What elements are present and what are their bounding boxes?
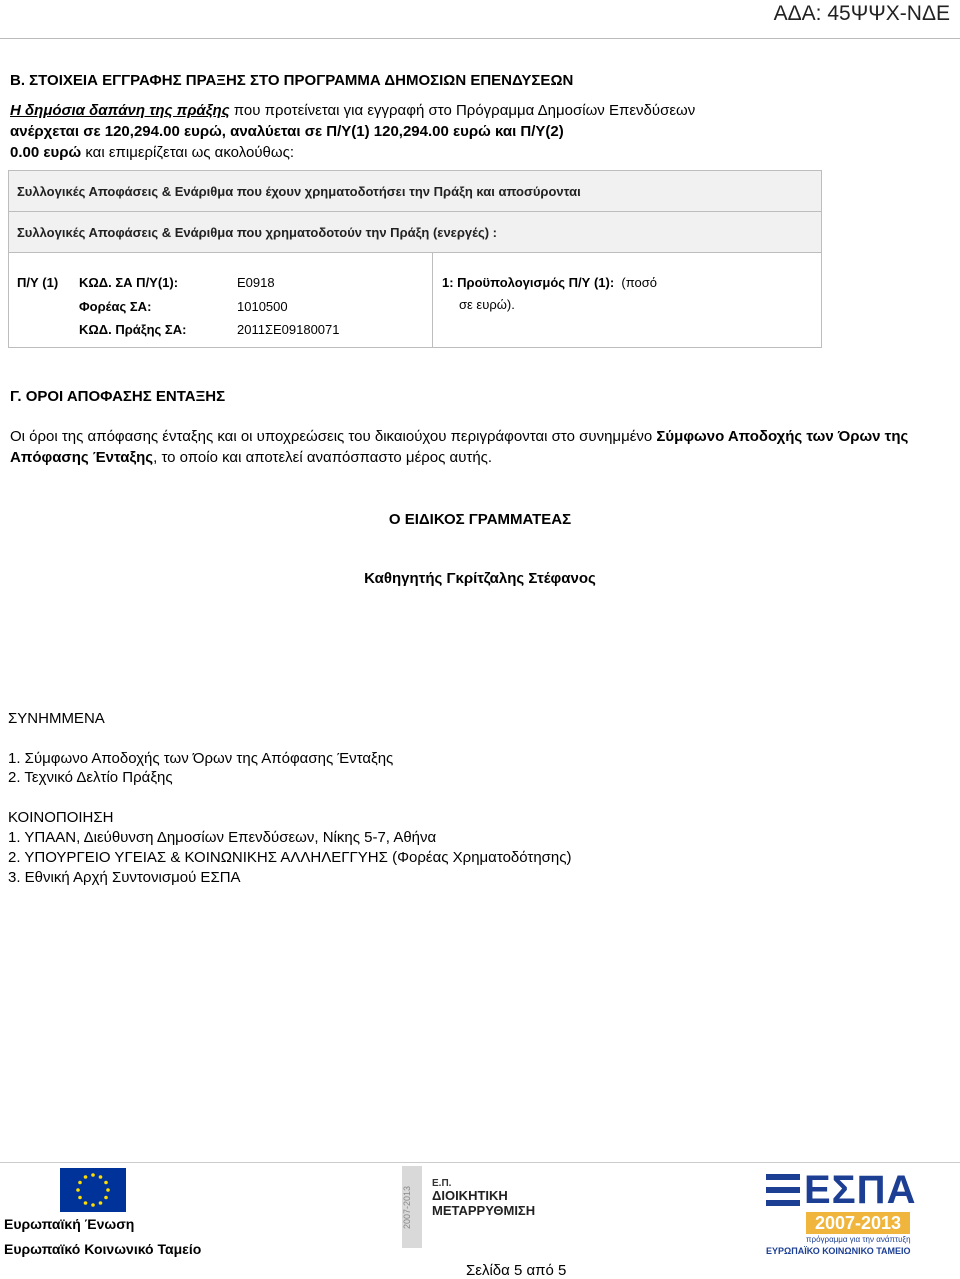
budget-codes-cell — [9, 253, 433, 347]
budget-py-label: Π/Υ (1) — [17, 275, 59, 290]
esf-label: Ευρωπαϊκό Κοινωνικό Ταμείο — [4, 1241, 202, 1257]
withdrawn-decisions-label: Συλλογικές Αποφάσεις & Ενάριθμα που έχουν χρηματοδοτήσει την Πράξη και αποσύρονται — [17, 183, 581, 199]
attachment-item: 1. Σύμφωνο Αποδοχής των Όρων της Απόφασης Ένταξης — [8, 750, 394, 767]
budget-amount-cell — [433, 253, 821, 347]
row-label: ΚΩΔ. ΣΑ Π/Υ(1): — [79, 275, 179, 290]
admin-reform-logo — [402, 1166, 536, 1254]
row-value: Ε0918 — [237, 275, 275, 290]
paragraph-text-3: και Π/Υ(2) — [490, 123, 564, 140]
espa-wordmark: ΕΣΠΑ — [804, 1168, 917, 1212]
paragraph-text-5: και επιμερίζεται ως ακολούθως: — [81, 144, 294, 161]
budget-note-2: σε ευρώ). — [459, 297, 515, 312]
row-label: Φορέας ΣΑ: — [79, 299, 152, 314]
op-title-line1: ΔΙΟΙΚΗΤΙΚΗ — [432, 1188, 508, 1203]
paragraph-text-1: που προτείνεται για εγγραφή στο Πρόγραμμα Δημοσίων Επενδύσεων — [229, 102, 696, 119]
ada-code: ΑΔΑ: 45ΨΨΧ-ΝΔΕ — [773, 2, 950, 25]
eu-label: Ευρωπαϊκή Ένωση — [4, 1216, 135, 1232]
page-number: Σελίδα 5 από 5 — [466, 1262, 567, 1279]
signatory-name: Καθηγητής Γκρίτζαλης Στέφανος — [364, 570, 596, 587]
notification-title: ΚΟΙΝΟΠΟΙΗΣΗ — [8, 809, 114, 826]
notification-item: 1. ΥΠΑΑΝ, Διεύθυνση Δημοσίων Επενδύσεων, Νίκης 5-7, Αθήνα — [8, 829, 437, 846]
public-expenditure-lead: Η δημόσια δαπάνη της πράξης — [10, 102, 230, 119]
eu-flag-logo — [60, 1168, 126, 1212]
terms-agreement-title: Σύμφωνο Αποδοχής των Όρων της Απόφασης Ένταξης — [10, 428, 909, 466]
budget-label — [442, 275, 657, 290]
row-value: 2011ΣΕ09180071 — [237, 322, 340, 337]
op-small-label: Ε.Π. — [432, 1178, 452, 1189]
footer-divider — [0, 1162, 960, 1163]
op-years-strip: 2007-2013 — [402, 1166, 422, 1248]
espa-emblem-icon — [764, 1170, 802, 1210]
section-g-paragraph — [10, 426, 930, 468]
espa-years: 2007-2013 — [806, 1212, 910, 1234]
budget-row — [8, 253, 822, 348]
withdrawn-decisions-header — [8, 170, 822, 212]
budget-label-text: 1: Προϋπολογισμός Π/Υ (1): — [442, 275, 615, 290]
paragraph-amounts: ανέρχεται σε 120,294.00 ευρώ, αναλύεται σε Π/Υ(1) 120,294.00 ευρώ — [10, 123, 491, 140]
espa-logo — [764, 1168, 917, 1258]
row-value: 1010500 — [237, 299, 288, 314]
active-decisions-label: Συλλογικές Αποφάσεις & Ενάριθμα που χρηματοδοτούν την Πράξη (ενεργές) : — [17, 224, 498, 240]
row-label: ΚΩΔ. Πράξης ΣΑ: — [79, 322, 187, 337]
notification-item: 3. Εθνική Αρχή Συντονισμού ΕΣΠΑ — [8, 869, 241, 886]
signatory-role: Ο ΕΙΔΙΚΟΣ ΓΡΑΜΜΑΤΕΑΣ — [388, 511, 572, 528]
terms-text: Οι όροι της απόφασης ένταξης και οι υποχρεώσεις του δικαιούχου περιγράφονται στο συνημμένο — [10, 428, 653, 445]
section-g-title: Γ. ΟΡΟΙ ΑΠΟΦΑΣΗΣ ΕΝΤΑΞΗΣ — [10, 388, 226, 405]
active-decisions-header — [8, 212, 822, 253]
op-title-line2: ΜΕΤΑΡΡΥΘΜΙΣΗ — [432, 1203, 536, 1218]
attachment-item: 2. Τεχνικό Δελτίο Πράξης — [8, 769, 173, 786]
budget-note-1: (ποσό — [621, 275, 657, 290]
notification-item: 2. ΥΠΟΥΡΓΕΙΟ ΥΓΕΙΑΣ & ΚΟΙΝΩΝΙΚΗΣ ΑΛΛΗΛΕΓΓΥΗΣ (Φορέας Χρηματοδότησης) — [8, 849, 572, 866]
espa-tagline: πρόγραμμα για την ανάπτυξη — [806, 1235, 911, 1244]
terms-text-end: , το οποίο και αποτελεί αναπόσπαστο μέρος αυτής. — [153, 449, 493, 466]
decisions-table — [8, 170, 822, 348]
section-b-paragraph — [10, 100, 770, 163]
attachments-title: ΣΥΝΗΜΜΕΝΑ — [8, 710, 105, 727]
paragraph-amount-2: 0.00 ευρώ — [10, 144, 82, 161]
header-divider — [0, 38, 960, 39]
section-b-title: Β. ΣΤΟΙΧΕΙΑ ΕΓΓΡΑΦΗΣ ΠΡΑΞΗΣ ΣΤΟ ΠΡΟΓΡΑΜΜΑ ΔΗΜΟΣΙΩΝ ΕΠΕΝΔΥΣΕΩΝ — [10, 72, 574, 89]
espa-fund-label: ΕΥΡΩΠΑΪΚΟ ΚΟΙΝΩΝΙΚΟ ΤΑΜΕΙΟ — [766, 1246, 911, 1256]
